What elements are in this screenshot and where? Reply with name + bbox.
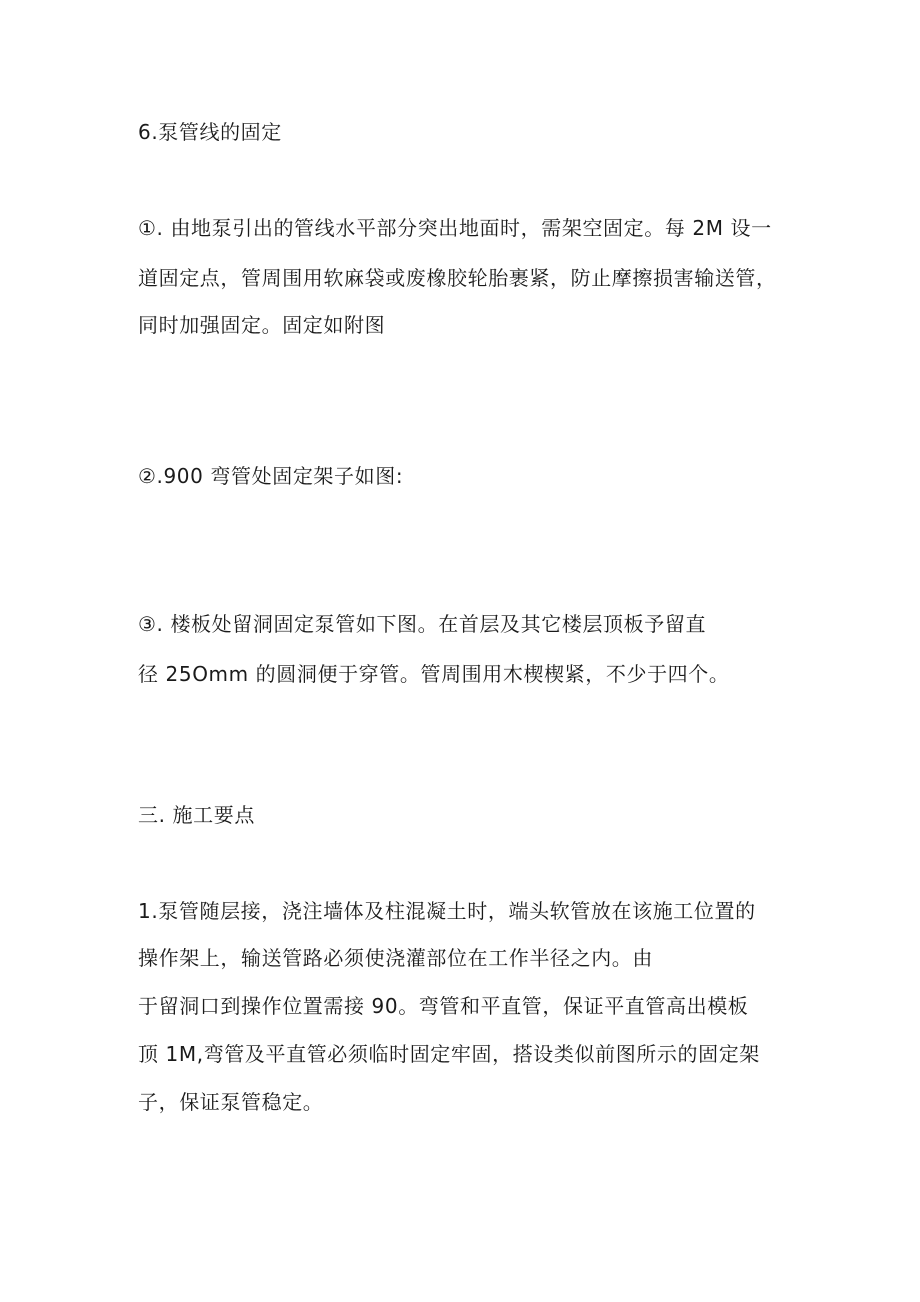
point1-line3: 于留洞口到操作位置需接 90。弯管和平直管，保证平直管高出模板 — [138, 994, 749, 1018]
point1-line4: 顶 1M,弯管及平直管必须临时固定牢固，搭设类似前图所示的固定架 — [138, 1042, 760, 1066]
item3-line2: 径 25Omm 的圆洞便于穿管。管周围用木楔楔紧，不少于四个。 — [138, 662, 730, 686]
point1-line2: 操作架上，输送管路必须使浇灌部位在工作半径之内。由 — [138, 946, 653, 970]
item1-line1: ①. 由地泵引出的管线水平部分突出地面时，需架空固定。每 2M 设一 — [138, 216, 772, 240]
point1-line1: 1.泵管随层接，浇注墙体及柱混凝土时，端头软管放在该施工位置的 — [138, 899, 756, 923]
item3-line1: ③. 楼板处留洞固定泵管如下图。在首层及其它楼层顶板予留直 — [138, 612, 707, 636]
item2-line1: ②.900 弯管处固定架子如图: — [138, 464, 404, 488]
section-heading-construction-points: 三. 施工要点 — [138, 803, 255, 827]
point1-line5: 子，保证泵管稳定。 — [138, 1090, 324, 1114]
item1-line3: 同时加强固定。固定如附图 — [138, 313, 386, 337]
section-heading-pipe-fixing: 6.泵管线的固定 — [138, 120, 282, 144]
item1-line2: 道固定点，管周围用软麻袋或废橡胶轮胎裹紧，防止摩擦损害输送管， — [138, 266, 777, 290]
